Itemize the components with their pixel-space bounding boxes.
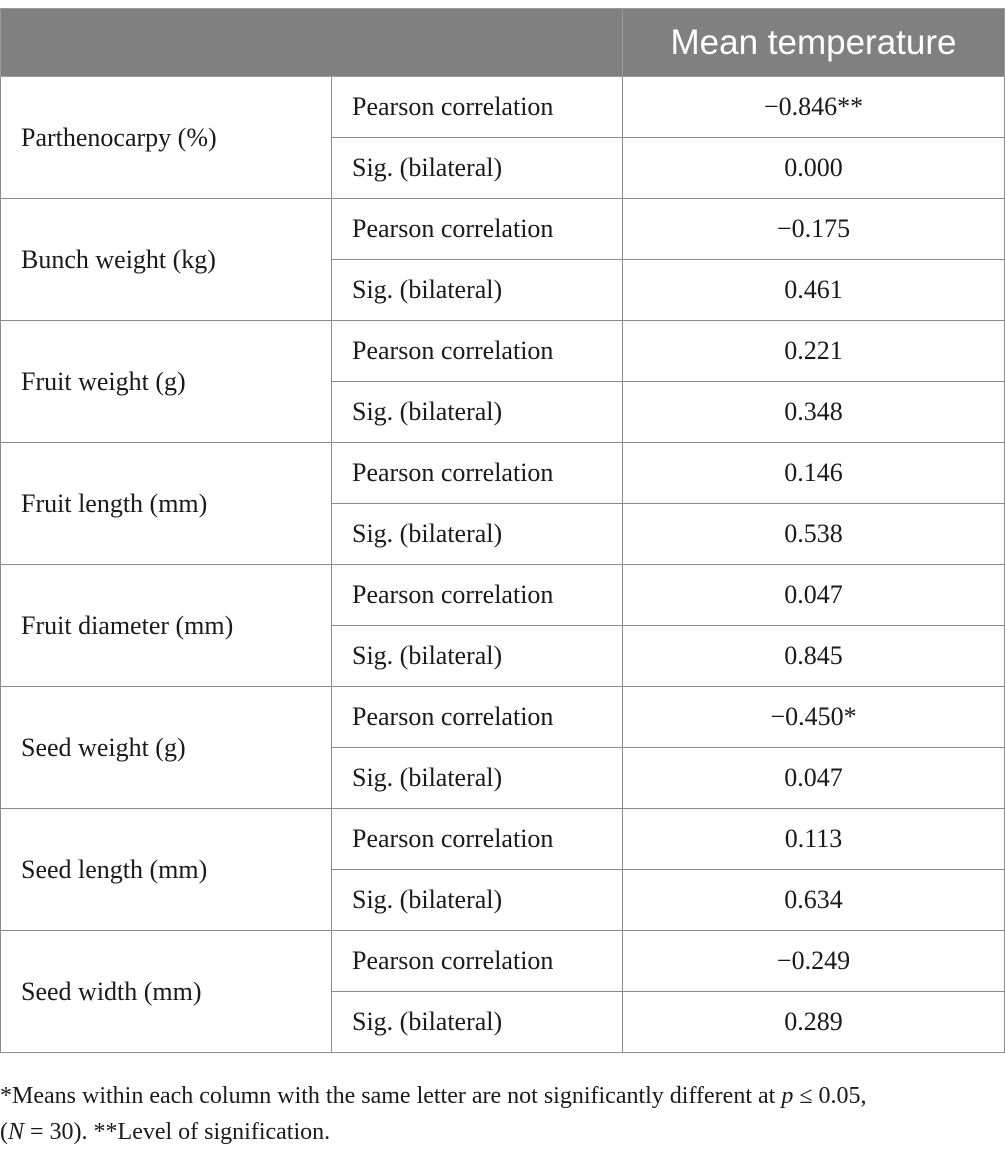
footnote-n-symbol: N: [8, 1119, 25, 1145]
footnote-text-4: = 30). **Level of signification.: [24, 1119, 331, 1145]
stat-label: Pearson correlation: [332, 77, 623, 138]
stat-value: 0.000: [623, 138, 1005, 199]
footnote-p-symbol: p: [781, 1083, 794, 1109]
stat-value: −0.450*: [623, 687, 1005, 748]
table-row: [1, 931, 1005, 992]
footnote-text-2: ≤ 0.05,: [793, 1083, 867, 1109]
stat-label: Sig. (bilateral): [332, 992, 623, 1053]
table-row: [1, 809, 1005, 870]
variable-cell: Fruit diameter (mm): [1, 565, 332, 687]
stat-value: 0.113: [623, 809, 1005, 870]
stat-value: 0.461: [623, 260, 1005, 321]
stat-value: 0.634: [623, 870, 1005, 931]
stat-value: 0.047: [623, 565, 1005, 626]
stat-label: Pearson correlation: [332, 931, 623, 992]
stat-label: Sig. (bilateral): [332, 260, 623, 321]
table-row: [1, 321, 1005, 382]
header-row: [1, 9, 1005, 77]
table-row: [1, 565, 1005, 626]
stat-value: 0.146: [623, 443, 1005, 504]
stat-label: Sig. (bilateral): [332, 748, 623, 809]
stat-label: Pearson correlation: [332, 687, 623, 748]
variable-cell: Fruit length (mm): [1, 443, 332, 565]
stat-label: Sig. (bilateral): [332, 138, 623, 199]
stat-value: 0.221: [623, 321, 1005, 382]
correlation-table: [0, 8, 1005, 1053]
footnote-text-1: *Means within each column with the same letter are not significantly different at: [0, 1083, 782, 1109]
variable-cell: Parthenocarpy (%): [1, 77, 332, 199]
table-row: [1, 77, 1005, 138]
stat-label: Pearson correlation: [332, 199, 623, 260]
stat-label: Sig. (bilateral): [332, 870, 623, 931]
stat-label: Pearson correlation: [332, 565, 623, 626]
table-row: [1, 443, 1005, 504]
stat-value: −0.175: [623, 199, 1005, 260]
stat-label: Sig. (bilateral): [332, 382, 623, 443]
stat-value: 0.845: [623, 626, 1005, 687]
variable-cell: Seed width (mm): [1, 931, 332, 1053]
stat-label: Sig. (bilateral): [332, 626, 623, 687]
variable-cell: Seed weight (g): [1, 687, 332, 809]
footnote-text-3: (: [0, 1119, 8, 1145]
variable-cell: Bunch weight (kg): [1, 199, 332, 321]
stat-value: 0.538: [623, 504, 1005, 565]
header-blank: [1, 9, 623, 77]
header-mean-temperature: Mean temperature: [623, 9, 1005, 77]
variable-cell: Fruit weight (g): [1, 321, 332, 443]
variable-cell: Seed length (mm): [1, 809, 332, 931]
stat-value: −0.249: [623, 931, 1005, 992]
stat-value: 0.348: [623, 382, 1005, 443]
table-footnote: [0, 1078, 1000, 1150]
stat-label: Pearson correlation: [332, 321, 623, 382]
stat-value: 0.047: [623, 748, 1005, 809]
stat-label: Pearson correlation: [332, 809, 623, 870]
stat-value: 0.289: [623, 992, 1005, 1053]
table-row: [1, 199, 1005, 260]
stat-label: Sig. (bilateral): [332, 504, 623, 565]
stat-value: −0.846**: [623, 77, 1005, 138]
stat-label: Pearson correlation: [332, 443, 623, 504]
table-row: [1, 687, 1005, 748]
